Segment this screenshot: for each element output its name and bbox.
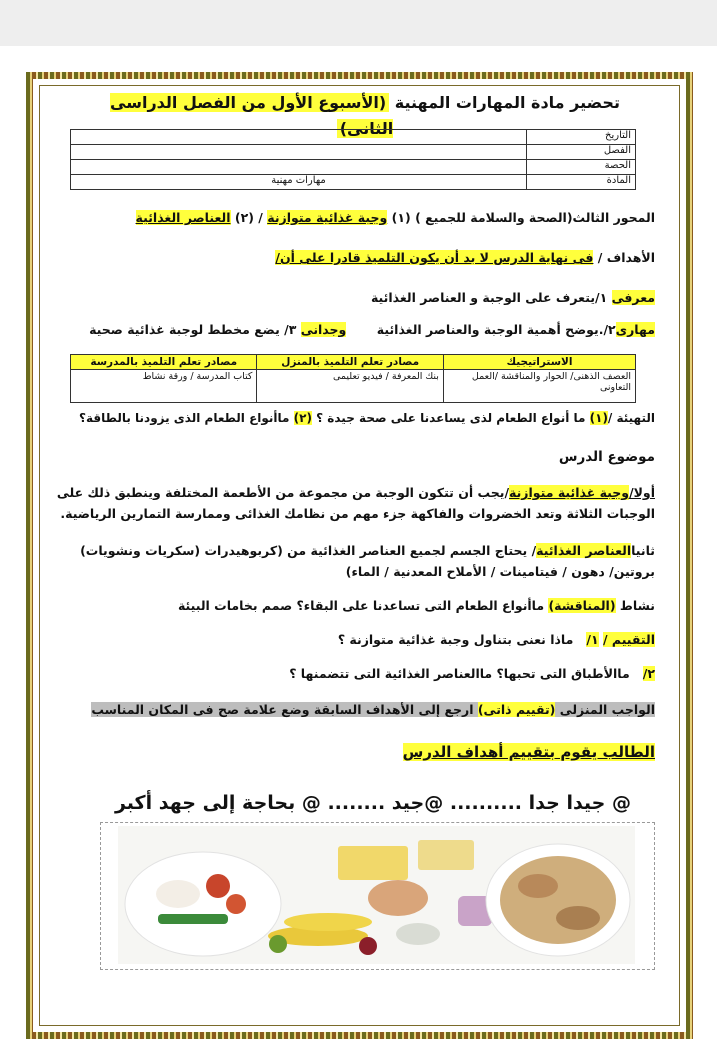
cell-school-sources: كتاب المدرسة / ورقة نشاط — [71, 370, 257, 403]
evaluation-line-2 — [55, 664, 655, 684]
table-row — [71, 160, 636, 175]
second-label: ثانيا — [631, 543, 655, 558]
axis-separator: / — [258, 210, 263, 225]
homework-term: (تقييم ذاتى) — [477, 702, 556, 717]
cognitive-text: ١/يتعرف على الوجبة و العناصر الغذائية — [370, 290, 608, 305]
info-value — [71, 130, 527, 145]
cell-strategies: العصف الذهنى/ الحوار والمناقشة /العمل التعاونى — [443, 370, 635, 403]
evaluation-question-2: ماالأطباق التى تحبها؟ ماالعناصر الغذائية التى تتضمنها ؟ — [289, 666, 630, 681]
warmup-label: التهيئة / — [607, 411, 655, 425]
table-row — [71, 145, 636, 160]
self-evaluation-heading — [55, 742, 655, 762]
homework-text: ارجع إلى الأهداف السابقة وضع علامة صح فى المكان المناسب — [91, 702, 474, 717]
activity-term: (المناقشة) — [548, 598, 616, 613]
cognitive-label: معرفى — [611, 290, 655, 305]
info-label: التاريخ — [527, 130, 636, 145]
affective-label: وجدانى — [300, 322, 347, 337]
info-value — [71, 160, 527, 175]
header-home-sources: مصادر تعلم التلميذ بالمنزل — [257, 355, 443, 370]
table-row — [71, 130, 636, 145]
second-text: / يحتاج الجسم لجميع العناصر الغذائية من (كربوهيدرات (سكريات ونشويات) — [80, 543, 537, 558]
axis-number-1: (١) — [391, 210, 411, 225]
axis-prefix: المحور الثالث(الصحة والسلامة للجميع ) — [415, 210, 655, 225]
activity-line — [55, 596, 655, 616]
table-row — [71, 175, 636, 190]
axis-item-1: وجبة غذائية متوازنة — [267, 210, 388, 225]
affective-text: ٣/ يضع مخطط لوجبة غذائية صحية — [89, 322, 297, 337]
second-term: العناصر الغذائية — [536, 543, 632, 558]
header-strategies: الاستراتيجيك — [443, 355, 635, 370]
evaluation-number-2: ٢/ — [642, 666, 655, 681]
first-term: وجبة غذائية متوازنة — [509, 485, 630, 500]
table-header-row — [71, 355, 636, 370]
info-label: المادة — [527, 175, 636, 190]
axis-line — [55, 208, 655, 228]
top-gray-bar — [0, 0, 717, 46]
table-row — [71, 370, 636, 403]
second-text-2: بروتين/ دهون / فيتامينات / الأملاح المعدنية / الماء) — [345, 564, 655, 579]
evaluation-label: التقييم / — [602, 632, 655, 647]
title-highlight: (الأسبوع الأول من الفصل الدراسى الثانى) — [110, 93, 394, 138]
evaluation-line — [55, 630, 655, 650]
warmup-number-2: (٢) — [293, 411, 312, 425]
warmup-line — [55, 408, 655, 428]
info-value: مهارات مهنية — [71, 175, 527, 190]
evaluation-question-1: ماذا نعنى بتناول وجبة غذائية متوازنة ؟ — [337, 632, 574, 647]
skill-objective — [55, 320, 655, 340]
homework-line — [91, 700, 655, 720]
skill-label: مهارى — [615, 322, 655, 337]
self-evaluation-heading-text: الطالب يقوم بتقييم أهداف الدرس — [402, 743, 655, 761]
header-school-sources: مصادر تعلم التلميذ بالمدرسة — [71, 355, 257, 370]
first-text: /يجب أن تتكون الوجبة من مجموعة من الأطعمة المختلفة وينطبق ذلك على — [56, 485, 510, 500]
objectives-line — [55, 248, 655, 268]
page-title — [110, 90, 620, 138]
cell-home-sources: بنك المعرفة / فيديو تعليمى — [257, 370, 443, 403]
warmup-question-2: ماأنواع الطعام الذى يزودنا بالطاقة؟ — [79, 411, 290, 425]
evaluation-number-1: ١/ — [586, 632, 599, 647]
title-prefix: تحضير مادة المهارات المهنية — [394, 93, 620, 112]
first-section — [55, 482, 655, 524]
objectives-text: فى نهاية الدرس لا بد أن يكون التلميذ قادرا على أن/ — [275, 250, 594, 265]
info-label: الفصل — [527, 145, 636, 160]
first-text-2: الوجبات الثلاثة وتعد الخضروات والفاكهة جزء مهم من نظامك الغذائى وممارسة التمارين الرياضية. — [60, 506, 655, 521]
rating-scale: @ جيدا جدا .......... @جيد ........ @ بحاجة إلى جهد أكبر — [114, 792, 631, 814]
axis-number-2: (٢) — [234, 210, 254, 225]
homework-text-block — [91, 702, 655, 717]
info-label: الحصة — [527, 160, 636, 175]
activity-text: ماأنواع الطعام التى تساعدنا على البقاء؟ صمم بخامات البيئة — [177, 598, 545, 613]
axis-item-2: العناصر الغذائية — [135, 210, 231, 225]
second-line — [55, 540, 655, 561]
info-value — [71, 145, 527, 160]
objectives-label: الأهداف / — [597, 250, 655, 265]
second-section — [55, 540, 655, 582]
warmup-question-1: ما أنواع الطعام لذى يساعدنا على صحة جيدة ؟ — [316, 411, 586, 425]
warmup-number-1: (١) — [589, 411, 608, 425]
lesson-info-table — [70, 129, 636, 190]
topic-heading: موضوع الدرس — [558, 449, 655, 465]
first-label: أولا/ — [629, 485, 655, 500]
sources-table — [70, 354, 636, 403]
food-photo — [118, 826, 635, 964]
activity-label: نشاط — [619, 598, 655, 613]
first-line — [55, 482, 655, 503]
skill-text: ٢/.يوضح أهمية الوجبة والعناصر الغذائية — [376, 322, 616, 337]
cognitive-objective — [55, 288, 655, 308]
homework-label: الواجب المنزلى — [559, 702, 655, 717]
